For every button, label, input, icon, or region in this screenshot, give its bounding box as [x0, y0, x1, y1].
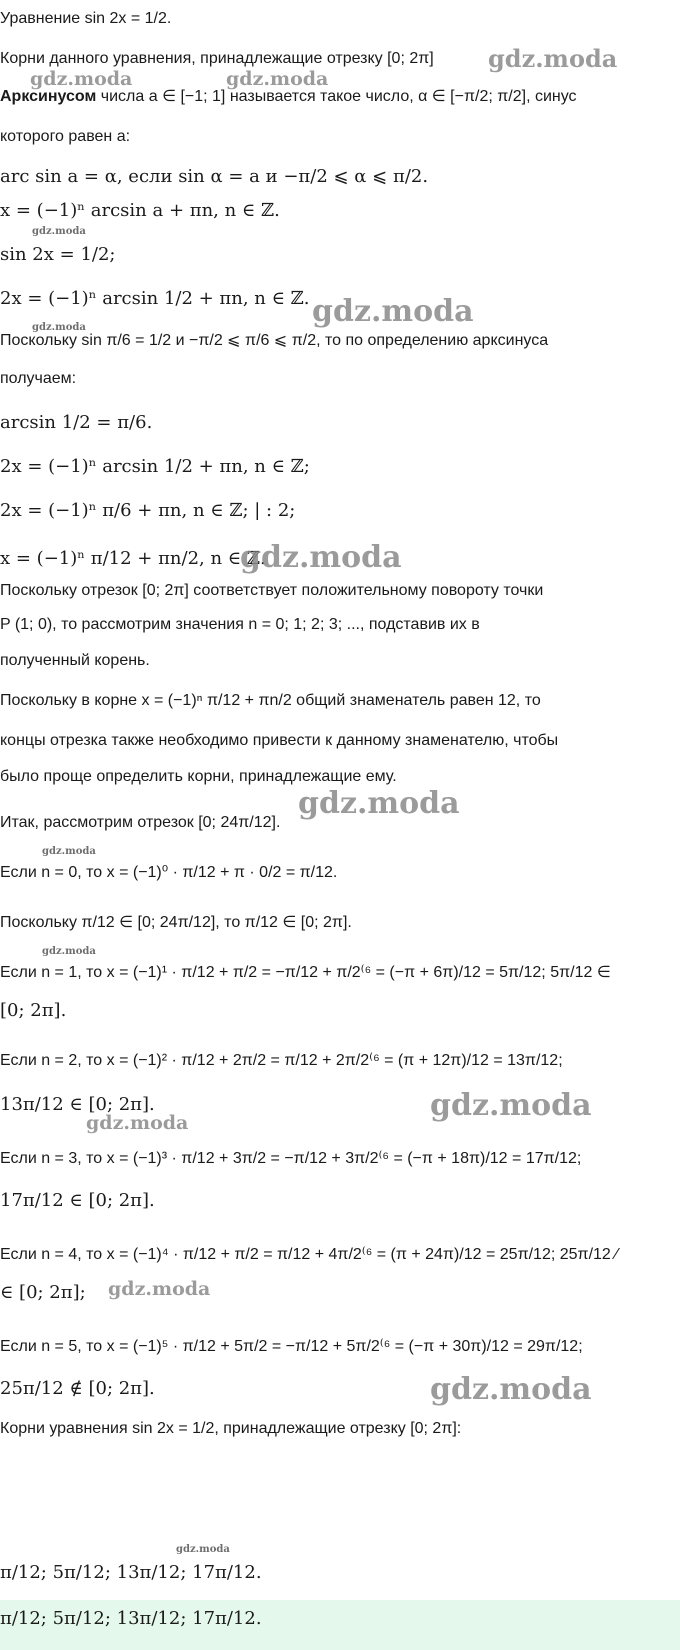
watermark: gdz.moda	[30, 68, 133, 90]
watermark: gdz.moda	[176, 1544, 230, 1555]
watermark: gdz.moda	[312, 294, 474, 329]
text-line: Поскольку отрезок [0; 2π] соответствует положительному повороту точки	[0, 582, 544, 599]
watermark: gdz.moda	[32, 226, 86, 237]
text-line: Поскольку π/12 ∈ [0; 24π/12], то π/12 ∈ [0; 2π].	[0, 914, 352, 931]
text-line: концы отрезка также необходимо привести к данному знаменателю, чтобы	[0, 732, 559, 749]
formula-line: 2x = (−1)ⁿ arcsin 1/2 + πn, n ∈ ℤ;	[0, 456, 310, 477]
formula-line: x = (−1)ⁿ arcsin a + πn, n ∈ ℤ.	[0, 200, 280, 221]
answer-box	[0, 1600, 680, 1650]
watermark: gdz.moda	[488, 44, 618, 73]
text-line: Корни данного уравнения, принадлежащие отрезку [0; 2π]	[0, 50, 434, 67]
watermark: gdz.moda	[42, 846, 96, 857]
case-line-n0: Если n = 0, то x = (−1)⁰ · π/12 + π · 0/2 = π/12.	[0, 864, 338, 881]
text-line: Поскольку sin π/6 = 1/2 и −π/2 ⩽ π/6 ⩽ π/2, то по определению арксинуса	[0, 332, 549, 349]
text-line: Поскольку в корне x = (−1)ⁿ π/12 + πn/2 общий знаменатель равен 12, то	[0, 692, 541, 709]
formula-line: ∈ [0; 2π];	[0, 1282, 86, 1303]
formula-line: arc sin a = α, если sin α = a и −π/2 ⩽ α ⩽ π/2.	[0, 166, 429, 187]
text-line: P (1; 0), то рассмотрим значения n = 0; 1; 2; 3; ..., подставив их в	[0, 616, 480, 633]
formula-line: π/12; 5π/12; 13π/12; 17π/12.	[0, 1562, 262, 1583]
text-line: получаем:	[0, 370, 77, 387]
watermark: gdz.moda	[32, 322, 86, 333]
watermark: gdz.moda	[226, 68, 329, 90]
watermark: gdz.moda	[42, 946, 96, 957]
text-line: было проще определить корни, принадлежащие ему.	[0, 768, 397, 785]
watermark: gdz.moda	[430, 1372, 592, 1407]
case-line-n1: Если n = 1, то x = (−1)¹ · π/12 + π/2 = −π/12 + π/2⁽⁶ = (−π + 6π)/12 = 5π/12; 5π/12 ∈	[0, 964, 611, 981]
case-line-n4: Если n = 4, то x = (−1)⁴ · π/12 + π/2 = π/12 + 4π/2⁽⁶ = (π + 24π)/12 = 25π/12; 25π/12 ∕	[0, 1246, 618, 1263]
answer-text: π/12; 5π/12; 13π/12; 17π/12.	[0, 1608, 262, 1629]
statement-line: Уравнение sin 2x = 1/2.	[0, 10, 172, 27]
definition-text: числа a ∈ [−1; 1] называется такое число, α ∈ [−π/2; π/2], синус	[96, 88, 577, 105]
watermark: gdz.moda	[240, 540, 402, 575]
watermark: gdz.moda	[430, 1088, 592, 1123]
case-line-n2: Если n = 2, то x = (−1)² · π/12 + 2π/2 = π/12 + 2π/2⁽⁶ = (π + 12π)/12 = 13π/12;	[0, 1052, 563, 1069]
term-arcsin: Арксинусом	[0, 88, 97, 105]
formula-line: [0; 2π].	[0, 1000, 67, 1021]
watermark: gdz.moda	[108, 1278, 211, 1300]
formula-line: 25π/12 ∉ [0; 2π].	[0, 1378, 155, 1399]
text-line: которого равен a:	[0, 128, 131, 145]
formula-line: arcsin 1/2 = π/6.	[0, 412, 153, 433]
formula-line: 13π/12 ∈ [0; 2π].	[0, 1094, 155, 1115]
formula-line: 17π/12 ∈ [0; 2π].	[0, 1190, 155, 1211]
text-line: полученный корень.	[0, 652, 150, 669]
text-line: Итак, рассмотрим отрезок [0; 24π/12].	[0, 814, 281, 831]
formula-line: 2x = (−1)ⁿ π/6 + πn, n ∈ ℤ; | : 2;	[0, 500, 296, 521]
watermark: gdz.moda	[86, 1112, 189, 1134]
formula-line: 2x = (−1)ⁿ arcsin 1/2 + πn, n ∈ ℤ.	[0, 288, 310, 309]
conclusion-line: Корни уравнения sin 2x = 1/2, принадлежащие отрезку [0; 2π]:	[0, 1420, 462, 1437]
watermark: gdz.moda	[298, 786, 460, 821]
case-line-n3: Если n = 3, то x = (−1)³ · π/12 + 3π/2 = −π/12 + 3π/2⁽⁶ = (−π + 18π)/12 = 17π/12;	[0, 1150, 582, 1167]
formula-line: sin 2x = 1/2;	[0, 244, 116, 265]
case-line-n5: Если n = 5, то x = (−1)⁵ · π/12 + 5π/2 = −π/12 + 5π/2⁽⁶ = (−π + 30π)/12 = 29π/12;	[0, 1338, 583, 1355]
formula-line: x = (−1)ⁿ π/12 + πn/2, n ∈ ℤ.	[0, 548, 266, 569]
